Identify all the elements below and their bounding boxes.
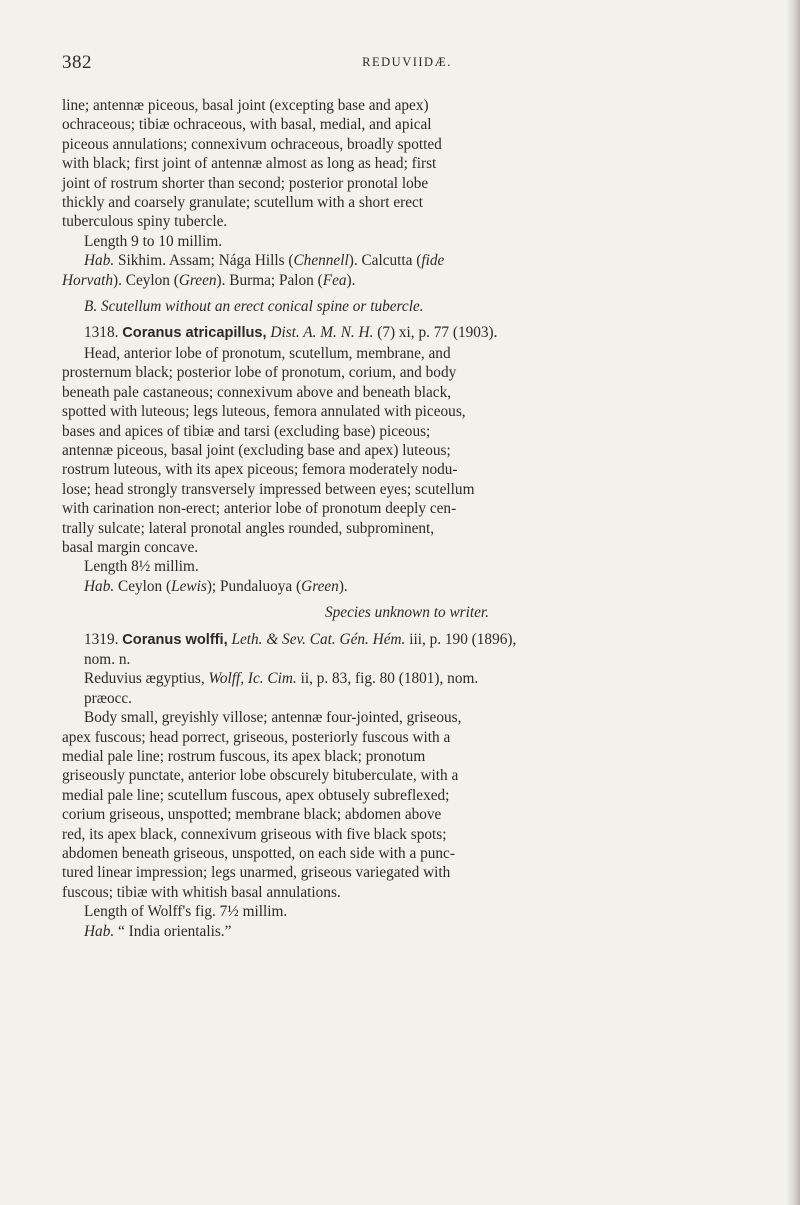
- page-header: [62, 52, 752, 76]
- text-line: corium griseous, unspotted; membrane black; abdomen above: [62, 806, 442, 824]
- species-entry-title: 1318. Coranus atricapillus, Dist. A. M. N. H. (7) xi, p. 77 (1903).: [84, 324, 498, 342]
- text-line: fuscous; tibiæ with whitish basal annulations.: [62, 883, 341, 901]
- text-line: abdomen beneath griseous, unspotted, on each side with a punc-: [62, 845, 455, 863]
- text-line: red, its apex black, connexivum griseous with five black spots;: [62, 825, 447, 843]
- text-line: line; antennæ piceous, basal joint (excepting base and apex): [62, 97, 429, 114]
- text-line: thickly and coarsely granulate; scutellum with a short erect: [62, 194, 424, 212]
- text-line: with carination non-erect; anterior lobe of pronotum deeply cen-: [62, 500, 457, 518]
- hab-label: Hab.: [84, 252, 115, 270]
- text-line: beneath pale castaneous; connexivum above and beneath black,: [62, 383, 452, 401]
- collector-name: Green: [301, 577, 339, 595]
- length-line: Length 8½ millim.: [84, 558, 199, 576]
- collector-name: Lewis: [171, 577, 207, 595]
- text-line: spotted with luteous; legs luteous, femora annulated with piceous,: [62, 403, 466, 421]
- running-title: REDUVIIDÆ.: [362, 55, 452, 69]
- habitat-line: Hab. Sikhim. Assam; Nága Hills (Chennell). Calcutta (fide: [84, 252, 445, 270]
- habitat-line: Hab. Ceylon (Lewis); Pundaluoya (Green).: [84, 577, 348, 595]
- page-number: 382: [62, 52, 92, 73]
- length-line: Length 9 to 10 millim.: [84, 232, 223, 250]
- text-line: præocc.: [84, 689, 132, 707]
- text-line: prosternum black; posterior lobe of pronotum, corium, and body: [62, 364, 457, 382]
- text-line: tured linear impression; legs unarmed, griseous variegated with: [62, 864, 451, 882]
- text-line: with black; first joint of antennæ almost as long as head; first: [62, 155, 437, 173]
- text-line: medial pale line; rostrum fuscous, its apex black; pronotum: [62, 748, 426, 765]
- section-heading: Species unknown to writer.: [324, 604, 489, 622]
- text-line: ochraceous; tibiæ ochraceous, with basal, medial, and apical: [62, 116, 432, 134]
- page-spine-shadow: [786, 0, 800, 1205]
- text-line: medial pale line; scutellum fuscous, apex obtusely subreflexed;: [62, 786, 450, 804]
- text-line: apex fuscous; head porrect, griseous, posteriorly fuscous with a: [62, 728, 451, 746]
- collector-name: Fea: [322, 271, 347, 289]
- text-line: griseously punctate, anterior lobe obscurely bituberculate, with a: [62, 767, 459, 785]
- species-name: Coranus wolffi,: [122, 631, 228, 648]
- habitat-line: Horvath). Ceylon (Green). Burma; Palon (Fea).: [62, 271, 356, 289]
- text-line: nom. n.: [84, 650, 131, 668]
- collector-name: Chennell: [293, 252, 349, 270]
- text-line: tuberculous spiny tubercle.: [62, 213, 228, 231]
- hab-label: Hab.: [84, 922, 115, 940]
- text-line: bases and apices of tibiæ and tarsi (excluding base) piceous;: [62, 422, 431, 440]
- habitat-line: Hab. “ India orientalis.”: [84, 922, 232, 940]
- text-line: antennæ piceous, basal joint (excluding base and apex) luteous;: [62, 441, 451, 459]
- section-heading: B. Scutellum without an erect conical spine or tubercle.: [84, 298, 424, 316]
- length-line: Length of Wolff's fig. 7½ millim.: [84, 903, 288, 921]
- text-line: basal margin concave.: [62, 538, 199, 556]
- text-line: rostrum luteous, with its apex piceous; femora moderately nodu-: [62, 461, 458, 479]
- hab-label: Hab.: [84, 577, 115, 595]
- collector-name: Horvath: [62, 271, 113, 289]
- text-line: Body small, greyishly villose; antennæ four-jointed, griseous,: [84, 709, 462, 727]
- collector-name: Green: [178, 271, 217, 289]
- text-line: joint of rostrum shorter than second; posterior pronotal lobe: [62, 174, 429, 192]
- species-name: Coranus atricapillus,: [122, 325, 267, 342]
- text-line: lose; head strongly transversely impressed between eyes; scutellum: [62, 480, 475, 498]
- text-line: trally sulcate; lateral pronotal angles rounded, subprominent,: [62, 519, 435, 537]
- species-entry-title: 1319. Coranus wolffi, Leth. & Sev. Cat. Gén. Hém. iii, p. 190 (1896),: [84, 630, 517, 648]
- text-line: piceous annulations; connexivum ochraceous, broadly spotted: [62, 135, 442, 153]
- page-body: [62, 96, 752, 941]
- text-line: Head, anterior lobe of pronotum, scutellum, membrane, and: [84, 344, 451, 362]
- synonym-line: Reduvius ægyptius, Wolff, Ic. Cim. ii, p. 83, fig. 80 (1801), nom.: [84, 670, 479, 688]
